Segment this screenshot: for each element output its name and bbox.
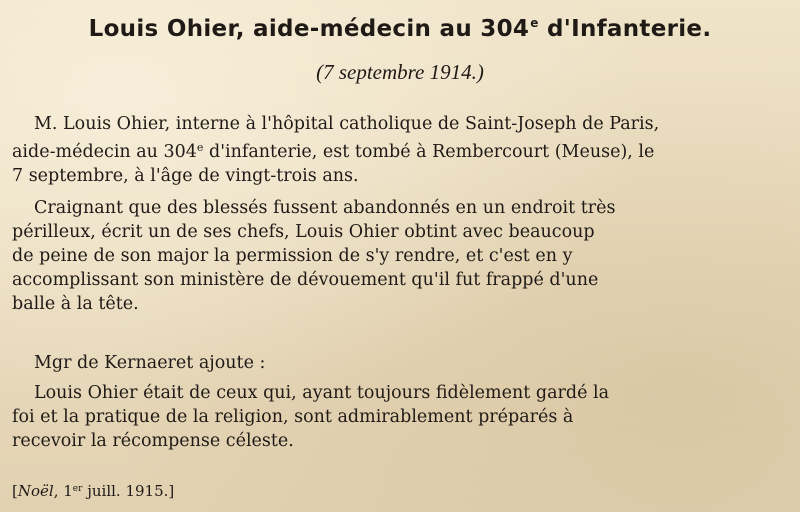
paragraph-3-line-1: Mgr de Kernaeret ajoute : — [34, 353, 266, 373]
title-superscript: e — [530, 16, 539, 30]
paragraph-4-line-2: foi et la pratique de la religion, sont admirablement préparés à — [12, 407, 574, 427]
paragraph-2 — [12, 196, 782, 316]
paragraph-1-line-2a: aide-médecin au 304 — [12, 142, 197, 162]
date-line: (7 septembre 1914.) — [316, 60, 484, 84]
paragraph-4-line-1: Louis Ohier était de ceux qui, ayant toujours fidèlement gardé la — [34, 383, 610, 403]
paragraph-3 — [12, 351, 782, 375]
paragraph-1-line-1: M. Louis Ohier, interne à l'hôpital catholique de Saint-Joseph de Paris, — [34, 114, 660, 134]
source-sep: , 1 — [53, 482, 73, 500]
title-text: Louis Ohier, aide-médecin au 304 — [88, 16, 530, 42]
source-open: [ — [12, 482, 18, 500]
paragraph-2-line-4: accomplissant son ministère de dévouement qu'il fut frappé d'une — [12, 270, 599, 290]
title-text-after: d'Infanterie. — [538, 16, 712, 42]
paragraph-1 — [12, 112, 782, 188]
paragraph-2-line-5: balle à la tête. — [12, 294, 139, 314]
paragraph-4-line-3: recevoir la récompense céleste. — [12, 431, 294, 451]
paragraph-1-superscript: e — [196, 141, 204, 154]
source-superscript: er — [72, 484, 83, 494]
source-citation — [12, 482, 174, 500]
paragraph-1-line-2 — [12, 136, 782, 164]
source-rest: juill. 1915.] — [82, 482, 175, 500]
paragraph-4 — [12, 381, 782, 453]
paragraph-2-line-2: périlleux, écrit un de ses chefs, Louis Ohier obtint avec beaucoup — [12, 222, 595, 242]
paragraph-1-line-3: 7 septembre, à l'âge de vingt-trois ans. — [12, 166, 359, 186]
paragraph-2-line-1: Craignant que des blessés fussent abandonnés en un endroit très — [34, 198, 616, 218]
page-title — [0, 16, 800, 42]
paragraph-2-line-3: de peine de son major la permission de s'y rendre, et c'est en y — [12, 246, 573, 266]
source-publication: Noël — [17, 482, 54, 500]
paragraph-1-line-2b: d'infanterie, est tombé à Rembercourt (Meuse), le — [203, 142, 655, 162]
